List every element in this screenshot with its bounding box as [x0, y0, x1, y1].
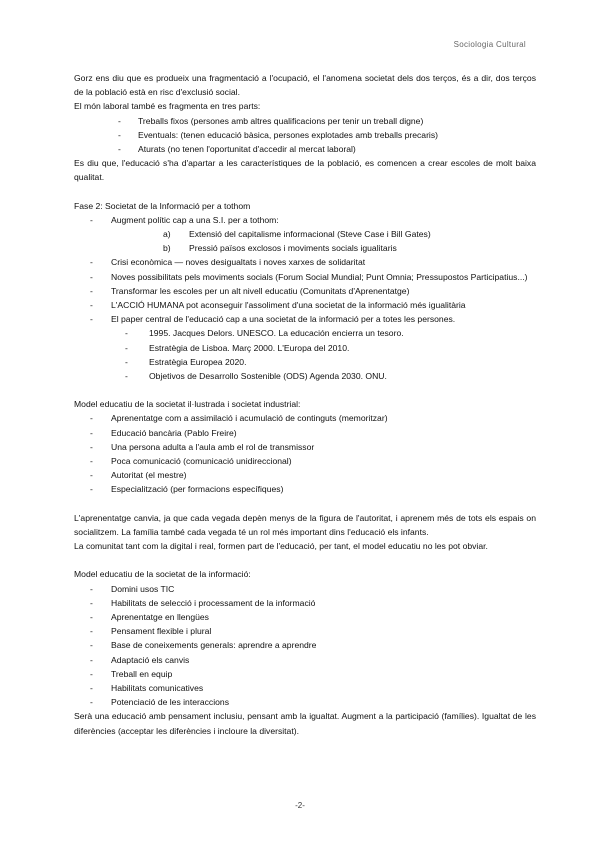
list-item: - Aturats (no tenen l'oportunitat d'accedir al mercat laboral) [74, 142, 536, 156]
list-item: - Autoritat (el mestre) [74, 468, 536, 482]
bullet-marker: - [90, 413, 93, 424]
section-heading: Model educatiu de la societat il·lustrada i societat industrial: [74, 399, 301, 410]
bullet-marker: - [90, 285, 93, 296]
letter-marker: b) [163, 243, 171, 254]
bullet-marker: - [125, 328, 128, 339]
intro-paragraph: Es diu que, l'educació s'ha d'apartar a les característiques de la població, es comencen a crear escoles de molt baixa qualitat. [74, 158, 536, 183]
list-item: - Estratègia de Lisboa. Març 2000. L'Europa del 2010. [74, 341, 536, 355]
list-item: - 1995. Jacques Delors. UNESCO. La educación encierra un tesoro. [74, 326, 536, 340]
bullet-marker: - [118, 144, 121, 155]
bullet-marker: - [90, 640, 93, 651]
list-item: - Estratègia Europea 2020. [74, 355, 536, 369]
list-item: - Poca comunicació (comunicació unidireccional) [74, 454, 536, 468]
list-item: - Potenciació de les interaccions [74, 695, 536, 709]
bullet-marker: - [90, 611, 93, 622]
intro-paragraph: Gorz ens diu que es produeix una fragmentació a l'ocupació, el l'anomena societat dels dos terços, és a dir, dos terços de la població està en risc d'exclusió social. [74, 73, 536, 98]
body-paragraph: Serà una educació amb pensament inclusiu, pensant amb la igualtat. Augment a la participació (famílies). Igualtat de les diferències (acceptar les diferències i incloure la diversitat). [74, 711, 536, 736]
list-item: - Treball en equip [74, 667, 536, 681]
list-item: - Aprenentatge com a assimilació i acumulació de continguts (memoritzar) [74, 411, 536, 425]
body-paragraph: L'aprenentatge canvia, ja que cada vegada depèn menys de la figura de l'autoritat, i aprenem més de tots els espais on socialitzem. La família també cada vegada té un rol més important dins l'educació els infants. [74, 512, 536, 537]
bullet-marker: - [90, 456, 93, 467]
list-item: - Treballs fixos (persones amb altres qualificacions per tenir un treball digne) [74, 114, 536, 128]
list-item: - Domini usos TIC [74, 582, 536, 596]
bullet-marker: - [90, 583, 93, 594]
list-item: - Crisi econòmica — noves desigualtats i noves xarxes de solidaritat [74, 255, 536, 269]
bullet-marker: - [90, 697, 93, 708]
bullet-marker: - [118, 115, 121, 126]
bullet-marker: - [118, 129, 121, 140]
list-item: - Especialització (per formacions específiques) [74, 482, 536, 496]
bullet-marker: - [90, 257, 93, 268]
letter-marker: a) [163, 229, 171, 240]
list-item: - Pensament flexible i plural [74, 624, 536, 638]
list-item: - Objetivos de Desarrollo Sostenible (ODS) Agenda 2030. ONU. [74, 369, 536, 383]
list-item: - Aprenentatge en llengües [74, 610, 536, 624]
list-item: - Eventuals: (tenen educació bàsica, persones explotades amb treballs precaris) [74, 128, 536, 142]
section-heading: Model educatiu de la societat de la informació: [74, 569, 251, 580]
list-item: - Noves possibilitats pels moviments socials (Forum Social Mundial; Punt Omnia; Pressupostos Participatius...) [74, 270, 536, 284]
list-item: - Transformar les escoles per un alt nivell educatiu (Comunitats d'Aprenentatge) [74, 284, 536, 298]
list-item: - L'ACCIÓ HUMANA pot aconseguir l'assoliment d'una societat de la informació més igualitària [74, 298, 536, 312]
running-header: Sociologia Cultural [453, 40, 526, 49]
list-item: - Base de coneixements generals: aprendre a aprendre [74, 638, 536, 652]
bullet-marker: - [90, 427, 93, 438]
list-item: - Adaptació els canvis [74, 653, 536, 667]
bullet-marker: - [90, 654, 93, 665]
list-item: b) Pressió països exclosos i moviments socials igualitaris [74, 241, 536, 255]
list-item: - Augment polític cap a una S.I. per a tothom: [74, 213, 536, 227]
list-item: - Una persona adulta a l'aula amb el rol de transmissor [74, 440, 536, 454]
list-item: - Habilitats de selecció i processament de la informació [74, 596, 536, 610]
intro-paragraph: El món laboral també es fragmenta en tres parts: [74, 101, 261, 112]
body-paragraph: La comunitat tant com la digital i real, formen part de l'educació, per tant, el model educatiu no les pot obviar. [74, 541, 488, 552]
bullet-marker: - [90, 597, 93, 608]
bullet-marker: - [90, 214, 93, 225]
list-item: a) Extensió del capitalisme informacional (Steve Case i Bill Gates) [74, 227, 536, 241]
bullet-marker: - [125, 356, 128, 367]
list-item: - Educació bancària (Pablo Freire) [74, 426, 536, 440]
bullet-marker: - [90, 626, 93, 637]
bullet-marker: - [90, 682, 93, 693]
list-item: - Habilitats comunicatives [74, 681, 536, 695]
bullet-marker: - [90, 314, 93, 325]
bullet-marker: - [90, 470, 93, 481]
bullet-marker: - [90, 300, 93, 311]
bullet-marker: - [125, 371, 128, 382]
bullet-marker: - [90, 484, 93, 495]
bullet-marker: - [90, 271, 93, 282]
bullet-marker: - [125, 342, 128, 353]
section-heading: Fase 2: Societat de la Informació per a tothom [74, 200, 251, 211]
bullet-marker: - [90, 668, 93, 679]
document-body [74, 71, 536, 738]
page-number: -2- [295, 801, 305, 810]
bullet-marker: - [90, 441, 93, 452]
list-item: - El paper central de l'educació cap a una societat de la informació per a totes les persones. [74, 312, 536, 326]
